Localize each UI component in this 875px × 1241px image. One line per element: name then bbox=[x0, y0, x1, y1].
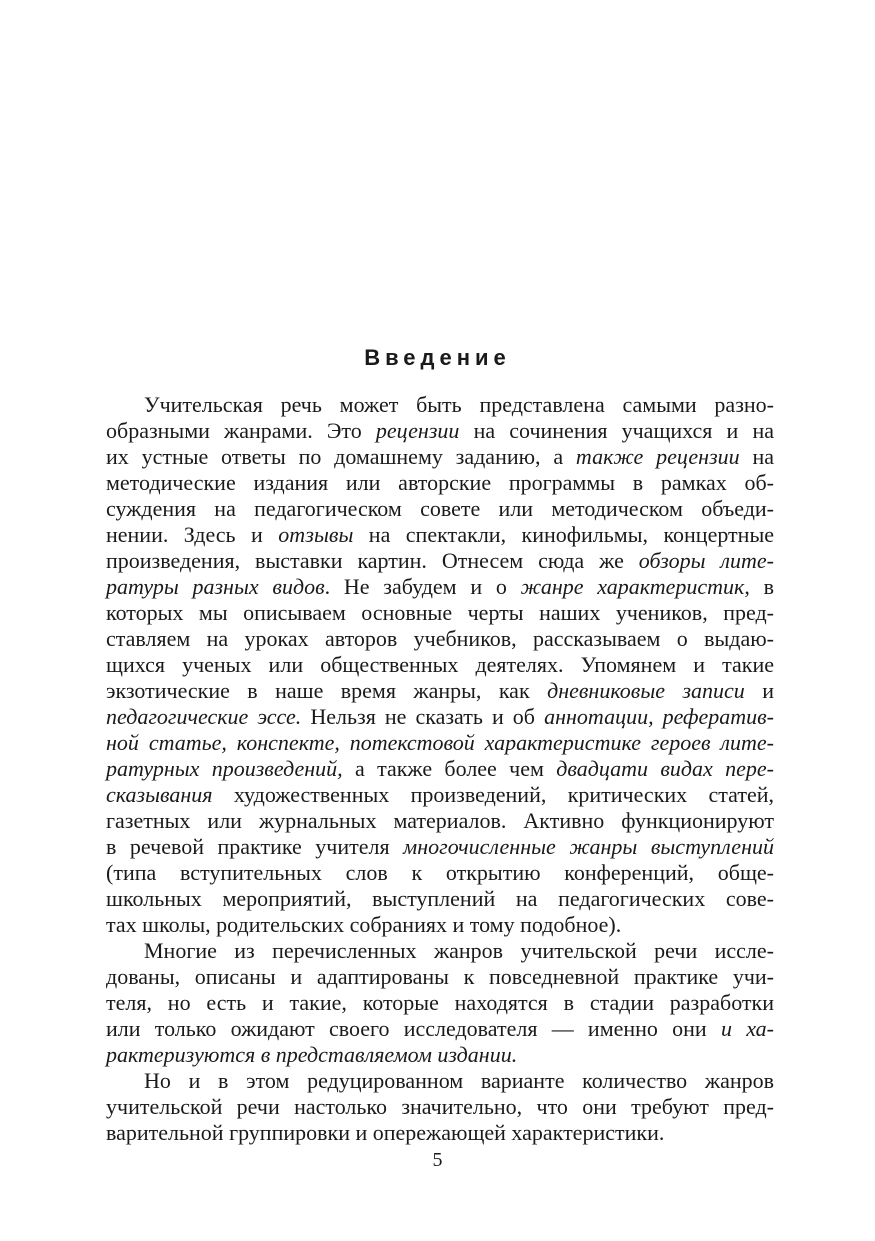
text-line bbox=[106, 522, 774, 548]
text-run: их устные ответы по домашнему заданию, а bbox=[106, 444, 576, 469]
text-run: теля, но есть и такие, которые находятся в стадии разработки bbox=[106, 990, 774, 1015]
text-line bbox=[106, 808, 774, 834]
text-line bbox=[106, 600, 774, 626]
italic-term: ратурных произведений, bbox=[106, 756, 343, 781]
text-line bbox=[144, 1068, 774, 1094]
chapter-heading: Введение bbox=[364, 345, 511, 370]
text-run: варительной группировки и опережающей характеристики. bbox=[106, 1120, 665, 1145]
text-run: Учительская речь может быть представлена самыми разно- bbox=[144, 392, 774, 417]
page-number: 5 bbox=[432, 1149, 443, 1171]
text-run: Но и в этом редуцированном варианте количество жанров bbox=[144, 1068, 774, 1093]
text-run: на спектакли, кинофильмы, концертные bbox=[353, 522, 774, 547]
text-run: художественных произведений, критических статей, bbox=[212, 782, 774, 807]
text-line bbox=[106, 574, 774, 600]
italic-term: многочисленные жанры выступлений bbox=[403, 834, 774, 859]
text-run: . Не забудем и о bbox=[324, 574, 521, 599]
text-line bbox=[106, 444, 774, 470]
text-run: образными жанрами. Это bbox=[106, 418, 376, 443]
italic-term: сказывания bbox=[106, 782, 213, 807]
text-line bbox=[106, 626, 774, 652]
text-line bbox=[106, 496, 774, 522]
text-line bbox=[106, 470, 774, 496]
italic-term: аннотации, рефератив- bbox=[544, 704, 774, 729]
text-run: которых мы описываем основные черты наших учеников, пред- bbox=[106, 600, 774, 625]
text-run: на сочинения учащихся и на bbox=[459, 418, 774, 443]
text-run: в речевой практике учителя bbox=[106, 834, 404, 859]
text-run: и bbox=[744, 678, 774, 703]
text-run: экзотические в наше время жанры, как bbox=[106, 678, 548, 703]
text-run: Нельзя не сказать и об bbox=[301, 704, 545, 729]
italic-term: также рецензии bbox=[575, 444, 740, 469]
italic-term: педагогические эссе. bbox=[106, 704, 302, 729]
italic-term: рактеризуются в представляемом издании. bbox=[106, 1042, 518, 1067]
italic-term: и ха- bbox=[720, 1016, 774, 1041]
text-line bbox=[144, 392, 774, 418]
text-line bbox=[106, 704, 774, 730]
italic-term: отзывы bbox=[278, 522, 354, 547]
text-line bbox=[106, 548, 774, 574]
text-line bbox=[106, 860, 774, 886]
italic-term: обзоры лите- bbox=[638, 548, 775, 573]
italic-term: ной статье, конспекте, потекстовой характеристике героев лите- bbox=[106, 730, 774, 755]
italic-term: ратуры разных видов bbox=[106, 574, 325, 599]
text-run: Многие из перечисленных жанров учительской речи иссле- bbox=[144, 938, 774, 963]
text-line bbox=[106, 678, 774, 704]
text-line bbox=[106, 418, 774, 444]
text-line bbox=[106, 1120, 774, 1146]
text-line bbox=[106, 1042, 774, 1068]
text-line bbox=[106, 964, 774, 990]
text-line bbox=[106, 782, 774, 808]
text-run: учительской речи настолько значительно, что они требуют пред- bbox=[106, 1094, 774, 1119]
text-run: на bbox=[739, 444, 775, 469]
italic-term: рецензии bbox=[375, 418, 460, 443]
text-run: методические издания или авторские программы в рамках об- bbox=[106, 470, 774, 495]
text-run: суждения на педагогическом совете или методическом объеди- bbox=[106, 496, 774, 521]
text-run: а также более чем bbox=[342, 756, 557, 781]
italic-term: жанре характеристик bbox=[520, 574, 745, 599]
text-run: или только ожидают своего исследователя — именно они bbox=[106, 1016, 721, 1041]
text-run: газетных или журнальных материалов. Активно функционируют bbox=[106, 808, 774, 833]
text-line bbox=[106, 652, 774, 678]
text-run: щихся ученых или общественных деятелях. Упомянем и такие bbox=[106, 652, 774, 677]
text-line bbox=[106, 730, 774, 756]
text-run: тах школы, родительских собраниях и тому подобное). bbox=[106, 912, 622, 937]
italic-term: двадцати видах пере- bbox=[556, 756, 774, 781]
text-run: дованы, описаны и адаптированы к повседневной практике учи- bbox=[106, 964, 774, 989]
text-run: нении. Здесь и bbox=[106, 522, 279, 547]
text-run: , в bbox=[744, 574, 774, 599]
text-line bbox=[106, 834, 774, 860]
italic-term: дневниковые записи bbox=[547, 678, 745, 703]
text-run: произведения, выставки картин. Отнесем сюда же bbox=[106, 548, 639, 573]
text-line bbox=[106, 756, 774, 782]
text-line bbox=[106, 886, 774, 912]
text-line bbox=[106, 1016, 774, 1042]
text-line bbox=[106, 1094, 774, 1120]
text-line bbox=[106, 912, 774, 938]
text-line bbox=[106, 990, 774, 1016]
text-line bbox=[144, 938, 774, 964]
text-run: ставляем на уроках авторов учебников, рассказываем о выдаю- bbox=[106, 626, 774, 651]
text-run: школьных мероприятий, выступлений на педагогических сове- bbox=[106, 886, 774, 911]
text-run: (типа вступительных слов к открытию конференций, обще- bbox=[106, 860, 774, 885]
